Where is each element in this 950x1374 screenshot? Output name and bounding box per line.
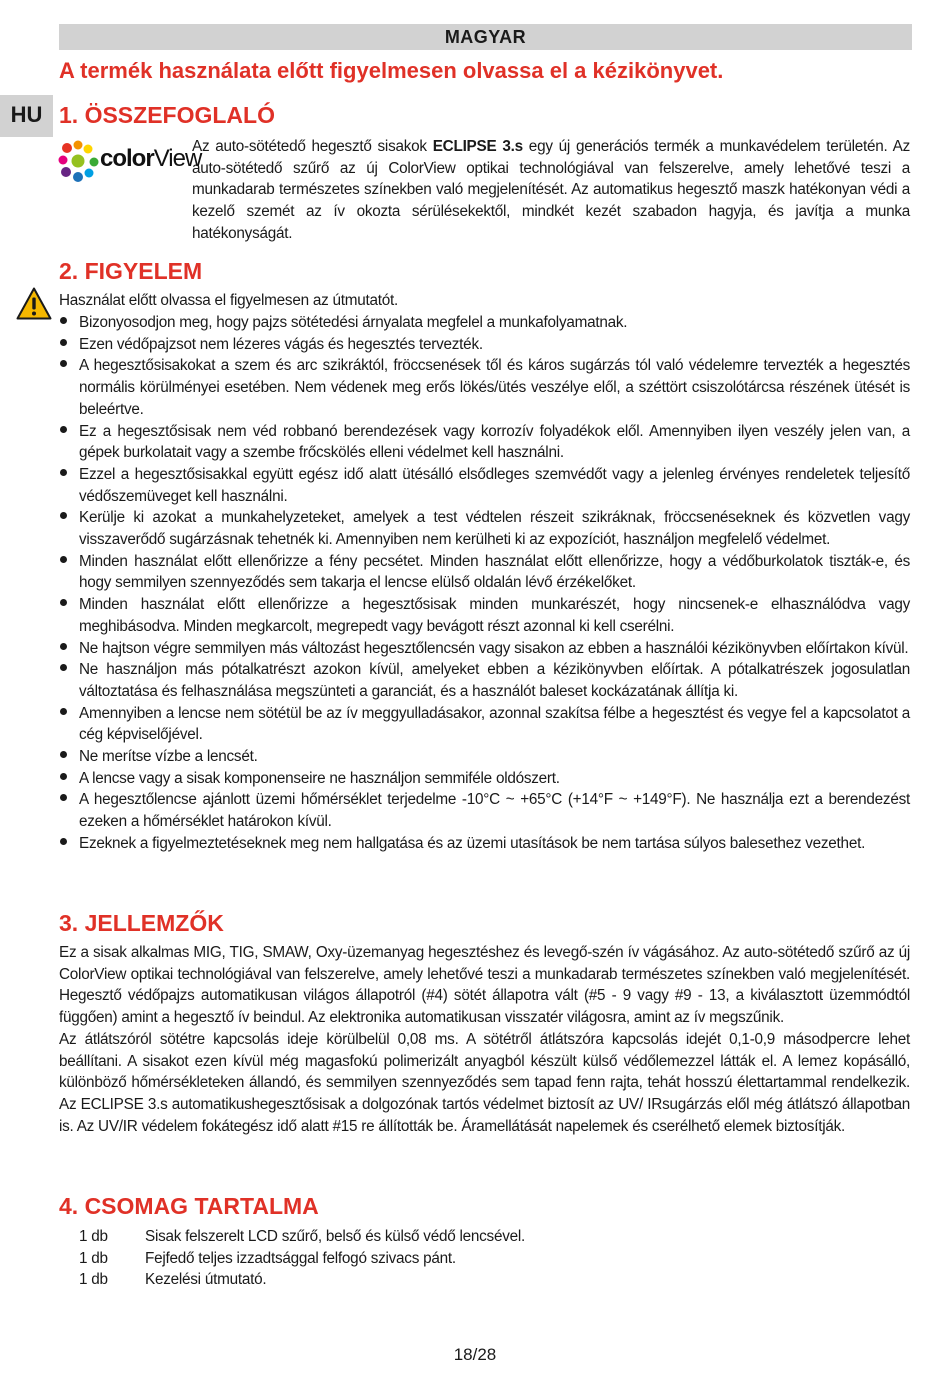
warning-lead-text: Használat előtt olvassa el figyelmesen az útmutatót. xyxy=(59,292,399,309)
warning-triangle-icon xyxy=(16,287,52,320)
list-item: Minden használat előtt ellenőrizze a fény pecsétet. Minden használat előtt ellenőrizze, hogy a védőburkolatok tiszták-e, és hogy semmilyen szennyeződés sem takarja el lencse elülső oldalán lévő érzékelőket. xyxy=(59,551,910,594)
package-item xyxy=(79,1248,525,1270)
package-desc: Kezelési útmutató. xyxy=(145,1271,267,1289)
list-item: Ne használjon más pótalkatrészt azokon kívül, amelyeket ebben a kézikönyvben előírtak. A pótalkatrészek jogosulatlan változtatása és felhasználása megszünteti a garanciát, és a használót baleset kockázatának állítja ki. xyxy=(59,659,910,702)
summary-text: Az auto-sötétedő hegesztő sisakok ECLIPSE 3.s egy új generációs termék a munkavédelem területén. Az auto-sötétedő szűrő az új ColorView optikai technológiával van felszerelve, amely lehetővé teszi a munkadarab természetes színekben való megjelenítését. Az automatikus hegesztő maszk hatékonyan védi a kezelő szemét az ív okozta sérülésekektől, mindkét kezét szabadon hagyja, és javítja a munka hatékonyságát. xyxy=(192,138,910,242)
logo-text-view: View xyxy=(153,145,202,172)
list-item: Ezen védőpajzsot nem lézeres vágás és hegesztés tervezték. xyxy=(59,334,910,356)
language-header: MAGYAR xyxy=(59,24,912,50)
features-paragraph: Az átlátszóról sötétre kapcsolás ideje körülbelül 0,08 ms. A sötétről átlátszóra kapcsolás idejét 0,1-0,9 másodpercre lehet beállítani. A sisakot ezen kívül még magasfokú polimerizált anyagból készült külső védőlemezzel látták el. A lemez kopásálló, különböző hőmérsékleteken állandó, és semmilyen szennyeződés sem tapad fenn rajta, tehát hosszú élettartammal rendelkezik. Az ECLIPSE 3.s automatikushegesztősisak a dolgozónak tartós védelmet biztosít az UV/ IRsugárzás elől még átlátszó állapotban is. Az UV/IR védelem fokátegész idő alatt #15 re állították be. Áramellátását napelemek és cserélhető elemek biztosítják. xyxy=(59,1030,910,1135)
list-item: A lencse vagy a sisak komponenseire ne használjon semmiféle oldószert. xyxy=(59,768,910,790)
features-text xyxy=(59,942,910,1137)
package-qty: 1 db xyxy=(79,1271,108,1289)
package-desc: Sisak felszerelt LCD szűrő, belső és külső védő lencsével. xyxy=(145,1228,525,1245)
section-package-title: 4. CSOMAG TARTALMA xyxy=(59,1193,319,1219)
features-paragraph: Ez a sisak alkalmas MIG, TIG, SMAW, Oxy-üzemanyag hegesztéshez és levegő-szén ív vágásához. Az auto-sötétedő szűrő az új ColorView optikai technológiával van felszerelve, amely lehetővé teszi a munkadarab természetes színekben való megjelenítését. Hegesztő védőpajzs automatikusan világos állapotról (#4) sötét állapotra vált (#5 - 9 vagy #9 - 13, a kiválasztott üzemmódtól függően) amint a hegesztő ív beindul. Az elektronika automatikusan visszatér világosra, amint az ív megszűnik. xyxy=(59,944,910,1027)
list-item: Ezeknek a figyelmeztetéseknek meg nem hallgatása és az üzemi utasítások be nem tartása súlyos balesethez vezethet. xyxy=(59,833,910,855)
page-number: 18/28 xyxy=(453,1345,497,1364)
list-item: Amennyiben a lencse nem sötétül be az ív meggyulladásakor, azonnal szakítsa félbe a hegesztést és vegye fel a kapcsolatot a cég képviselőjével. xyxy=(59,703,910,746)
product-name: ECLIPSE 3.s xyxy=(432,138,523,155)
list-item: Bizonyosodjon meg, hogy pajzs sötétedési árnyalata megfelel a munkafolyamatnak. xyxy=(59,312,910,334)
section-warning-title: 2. FIGYELEM xyxy=(59,258,203,284)
package-item xyxy=(79,1269,525,1291)
section-features-title: 3. JELLEMZŐK xyxy=(59,910,224,936)
package-qty: 1 db xyxy=(79,1228,108,1245)
package-contents xyxy=(79,1226,525,1291)
language-tab: HU xyxy=(0,95,53,137)
list-item: Minden használat előtt ellenőrizze a hegesztősisak minden munkarészét, hogy nincsenek-e elhasználódva vagy meghibásodva. Minden megkarcolt, megrepedt vagy bevágott részt azonnal ki kell cserélni. xyxy=(59,594,910,637)
intro-notice: A termék használata előtt figyelmesen olvassa el a kézikönyvet. xyxy=(59,58,724,83)
list-item: Ne hajtson végre semmilyen más változást hegesztőlencsén vagy sisakon az ebben a használói kézikönyvben előírtakon kívül. xyxy=(59,638,910,660)
list-item: Ez a hegesztősisak nem véd robbanó berendezések vagy korrozív folyadékok elől. Amennyiben ilyen veszély jelen van, a gépek burkolatait vagy a szembe frőcskölés elleni védelmet kell használni. xyxy=(59,421,910,464)
list-item: Kerülje ki azokat a munkahelyzeteket, amelyek a test védtelen részeit szikráknak, fröccsenéseknek és közvetlen vagy visszaverődő sugárzásnak tehetnék ki. Amennyiben nem kerülheti ki az expozíciót, használjon megfelelő védelmet. xyxy=(59,507,910,550)
package-qty: 1 db xyxy=(79,1249,108,1267)
list-item: A hegesztőlencse ajánlott üzemi hőmérséklet terjedelme -10°C ~ +65°C (+14°F ~ +149°F). Ne használja ezt a berendezést ezeken a hőmérséklet határokon kívül. xyxy=(59,789,910,832)
colorview-logo-icon xyxy=(58,140,202,184)
package-desc: Fejfedő teljes izzadtsággal felfogó szivacs pánt. xyxy=(145,1249,456,1267)
warning-list xyxy=(59,312,910,855)
package-item xyxy=(79,1226,525,1248)
list-item: Ezzel a hegesztősisakkal együtt egész idő alatt ütésálló elsődleges szemvédőt vagy a jelenleg érvényes rendeletek teljesítő védőszemüveget kell használni. xyxy=(59,464,910,507)
logo-text-color: color xyxy=(100,145,154,172)
list-item: Ne merítse vízbe a lencsét. xyxy=(59,746,910,768)
section-summary-title: 1. ÖSSZEFOGLALÓ xyxy=(59,102,275,128)
list-item: A hegesztősisakokat a szem és arc szikráktól, fröccsenések től és káros sugárzás tól való védelemre tervezték a hegesztés normális körülményei esetében. Nem védenek meg erős lökés/ütés veszélye elől, a széttört csiszolótárcsa részének ütését is beleértve. xyxy=(59,355,910,420)
